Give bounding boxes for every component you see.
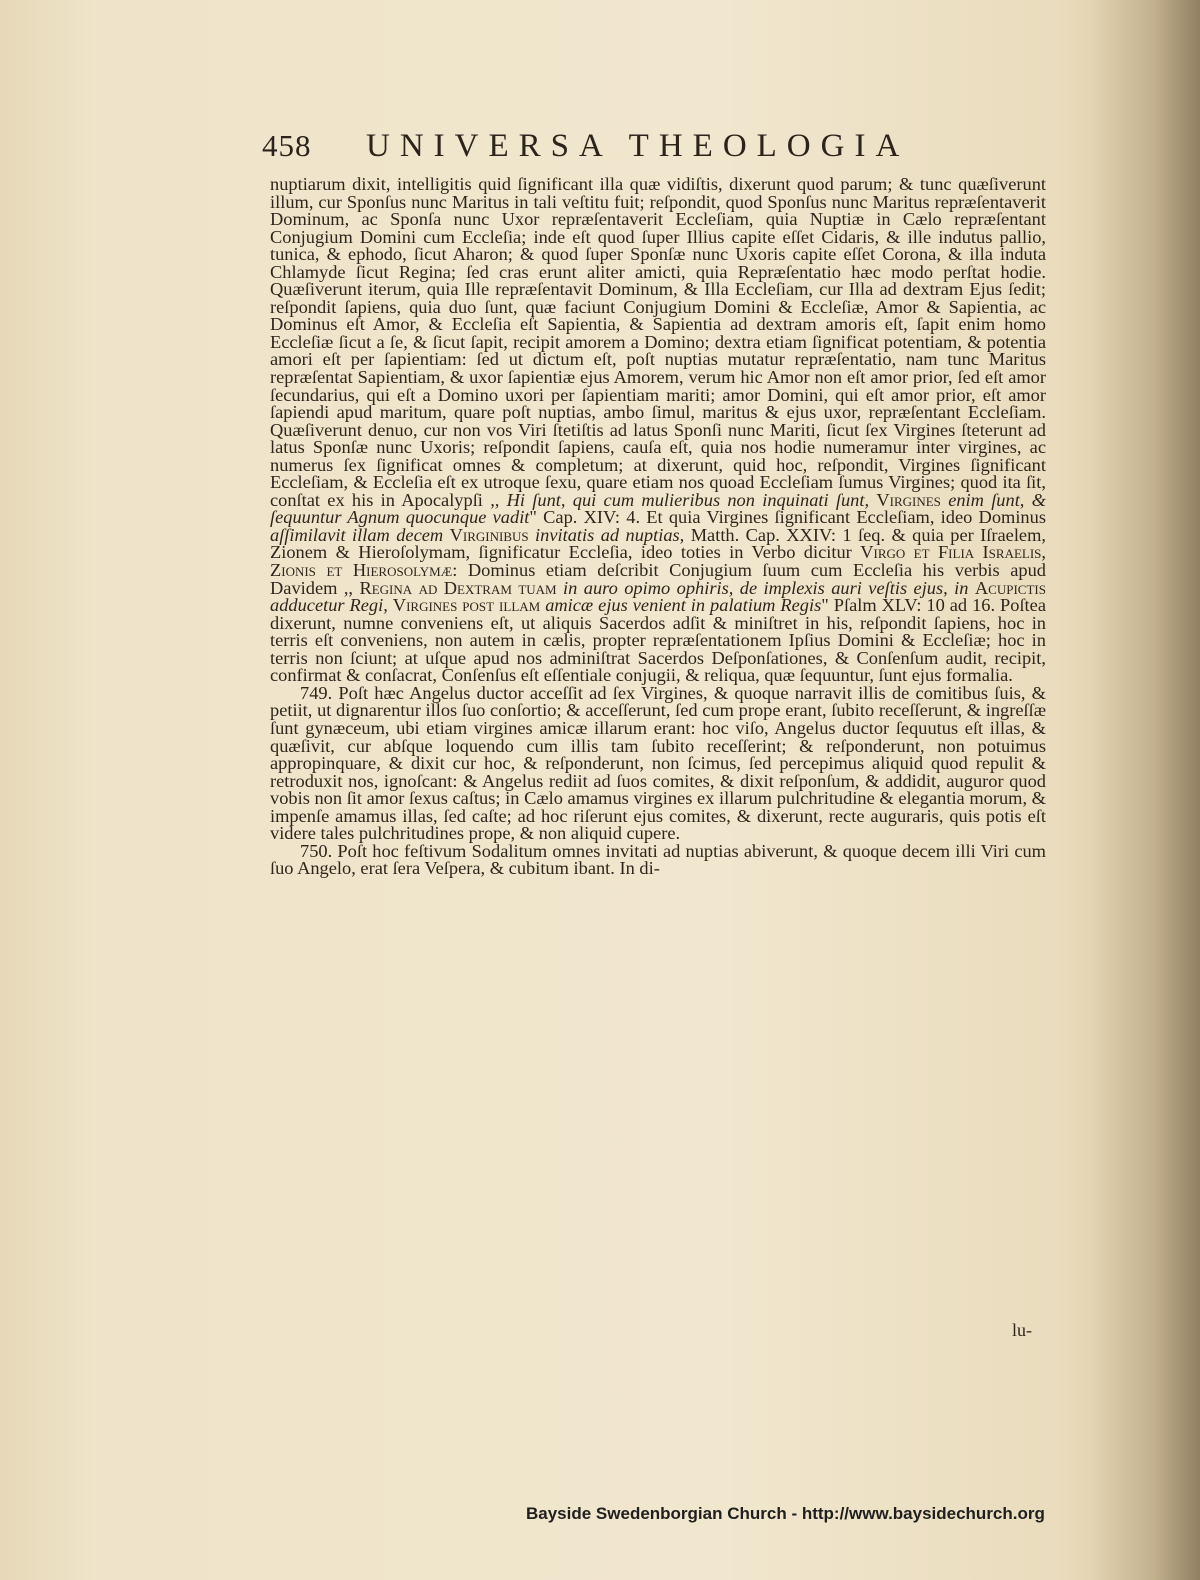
- p1-quote3-smallcaps-c: Virgines post illam: [392, 595, 541, 616]
- p1-quote2-smallcaps: Virginibus: [449, 524, 529, 545]
- p1-quote2-italic-b: invitatis ad nuptias,: [535, 524, 685, 545]
- catchword: lu-: [1012, 1320, 1032, 1340]
- paragraph-750: 750. Poſt hoc feſtivum Sodalitum omnes invitati ad nuptias abiverunt, & quoque decem illi Viri cum ſuo Angelo, erat ſera Veſpera, & cubitum ibant. In di-: [270, 840, 1046, 879]
- p1-quote1-smallcaps: Virgines: [876, 489, 941, 510]
- p1-quote1-italic-a: ,, Hi ſunt, qui cum mulieribus non inquinati ſunt,: [490, 489, 870, 510]
- body-text: [270, 176, 1046, 1336]
- p1-main: nuptiarum dixit, intelligitis quid ſignificant illa quæ vidiſtis, dixerunt quod parum; & tunc quæſiverunt illum, cur Sponſus nunc Maritus in tali veſtitu fuit; reſpondit, quod Sponſus nunc Maritus repræſentaverit Dominum, ac Sponſa nunc Uxor repræſentaverit Eccleſiam, quia Nuptiæ in Cælo repræſentant Conjugium Domini cum Eccleſia; inde eſt quod ſuper Illius capite eſſet Cidaris, & ille indutus pallio, tunica, & ephodo, ſicut Aharon; & quod ſuper Sponſæ nunc Uxoris capite eſſet Corona, & illa induta Chlamyde ſicut Regina; ſed cras erunt aliter amicti, quia Repræſentatio hæc modo perſtat hodie. Quæſiverunt iterum, quia Ille repræſentavit Dominum, & Illa Eccleſiam, cur Illa ad dextram Ejus ſedit; reſpondit ſapiens, quia duo ſunt, quæ faciunt Conjugium Domini & Eccleſiæ, Amor & Sapientia, ac Dominus eſt Amor, & Eccleſia eſt Sapientia, & Sapientia ad dextram amoris eſt, ſapit enim homo Eccleſiæ ſicut a ſe, & ſicut ſapit, recipit amorem a Domino; dextra etiam ſignificat potentiam, & potentia amori eſt per ſapientiam: ſed ut dictum eſt, poſt nuptias mutatur repræſentatio, nam tunc Maritus repræſentat Sapientiam, & uxor ſapientiæ ejus Amorem, verum hic Amor non eſt amor prior, ſed eſt amor ſecundarius, qui eſt a Domino uxori per ſapientiam mariti; amor Domini, qui eſt amor prior, eſt amor ſapiendi apud maritum, quare poſt nuptias, ambo ſimul, maritus & ejus uxor, repræſentant Eccleſiam. Quæſiverunt denuo, cur non vos Viri ſtetiſtis ad latus Sponſi nunc Mariti, ſicut ſex Virgines ſteterunt ad latus Sponſæ nunc Uxoris; reſpondit ſapiens, cauſa eſt, quia nos hodie numeramur inter virgines, ac numerus ſex ſignificat omnes & completum; at dixerunt, quid hoc, reſpondit, Virgines ſignificant Eccleſiam, & Eccleſia eſt ex utroque ſexu, quare etiam nos quoad Eccleſiam ſumus Virgines; quod ita ſit, conſtat ex his in Apocalypſi: [270, 176, 1046, 510]
- page-header: [262, 128, 974, 172]
- p1-ref1: " Cap. XIV: 4. Et quia Virgines ſignificant Eccleſiam, ideo Dominus: [529, 507, 1046, 528]
- p1-quote3-italic-b: adducetur Regi,: [270, 595, 388, 616]
- p1-quote1-italic-b: enim ſunt, & ſequuntur Agnum quocunque vadit: [270, 489, 1046, 528]
- p1-quote3-smallcaps-b: Acupictis: [974, 577, 1046, 598]
- page-number: 458: [262, 128, 312, 163]
- p1-ref2: Matth. Cap. XXIV: 1 ſeq. & quia per Iſraelem, Zionem & Hieroſolymam, ſignificatur Eccleſia, ideo toties in Verbo dicitur: [270, 524, 1046, 563]
- running-title: UNIVERSA THEOLOGIA: [366, 128, 910, 164]
- paragraph-748-continued: [270, 176, 1046, 685]
- p1-mid: Dominus etiam deſcribit Conjugium ſuum cum Eccleſia his verbis apud Davidem ,,: [270, 560, 1046, 598]
- p1-quote3-smallcaps-a: Regina ad Dextram tuam: [359, 577, 557, 598]
- p1-names-smallcaps: Virgo et Filia Israelis, Zionis et Hierosolymæ:: [270, 542, 1046, 581]
- watermark-credit: Bayside Swedenborgian Church - http://www.baysidechurch.org: [526, 1504, 1045, 1523]
- p1-quote2-italic-a: aſſimilavit illam decem: [270, 524, 444, 545]
- p1-quote3-italic-c: amicæ ejus venient in palatium Regis: [545, 595, 822, 616]
- p1-end: " Pſalm XLV: 10 ad 16. Poſtea dixerunt, numne conveniens eſt, ut aliquis Sacerdos adſit & miniſtret in his, reſpondit ſapiens, hoc in terris eſt conveniens, non autem in cælis, propter repræſentationem Ipſius Domini & Eccleſiæ; hoc in terris non ſciunt; at uſque apud nos adminiſtrat Sacerdos Deſponſationes, & Conſenſum audit, recipit, confirmat & conſacrat, Conſenſus eſt eſſentiale conjugii, & reliqua, quæ ſequuntur, ſunt ejus formalia.: [270, 595, 1046, 686]
- paragraph-749: 749. Poſt hæc Angelus ductor acceſſit ad ſex Virgines, & quoque narravit illis de comitibus ſuis, & petiit, ut dignarentur illos ſuo conſortio; & acceſſerunt, ſed cum prope erant, ſubito receſſerunt, & ingreſſæ ſunt gynæceum, ubi etiam virgines amicæ illarum erant: hoc viſo, Angelus ductor ſequutus eſt illas, & quæſivit, cur abſque loquendo cum illis tam ſubito receſſerint; & reſponderunt, non potuimus appropinquare, & dixit cur hoc, & reſponderunt, non ſcimus, ſed percepimus aliquid quod repulit & retroduxit nos, ignoſcant: & Angelus rediit ad ſuos comites, & dixit reſponſum, & addidit, auguror quod vobis non ſit amor ſexus caſtus; in Cælo amamus virgines ex illarum pulchritudine & elegantia morum, & impenſe amamus illas, ſed caſte; ad hoc riſerunt ejus comites, & dixerunt, recte auguraris, quis potis eſt videre tales pulchritudines prope, & non aliquid cupere.: [270, 682, 1046, 844]
- p1-quote3-italic-a: in auro opimo ophiris, de implexis auri veſtis ejus, in: [563, 577, 969, 598]
